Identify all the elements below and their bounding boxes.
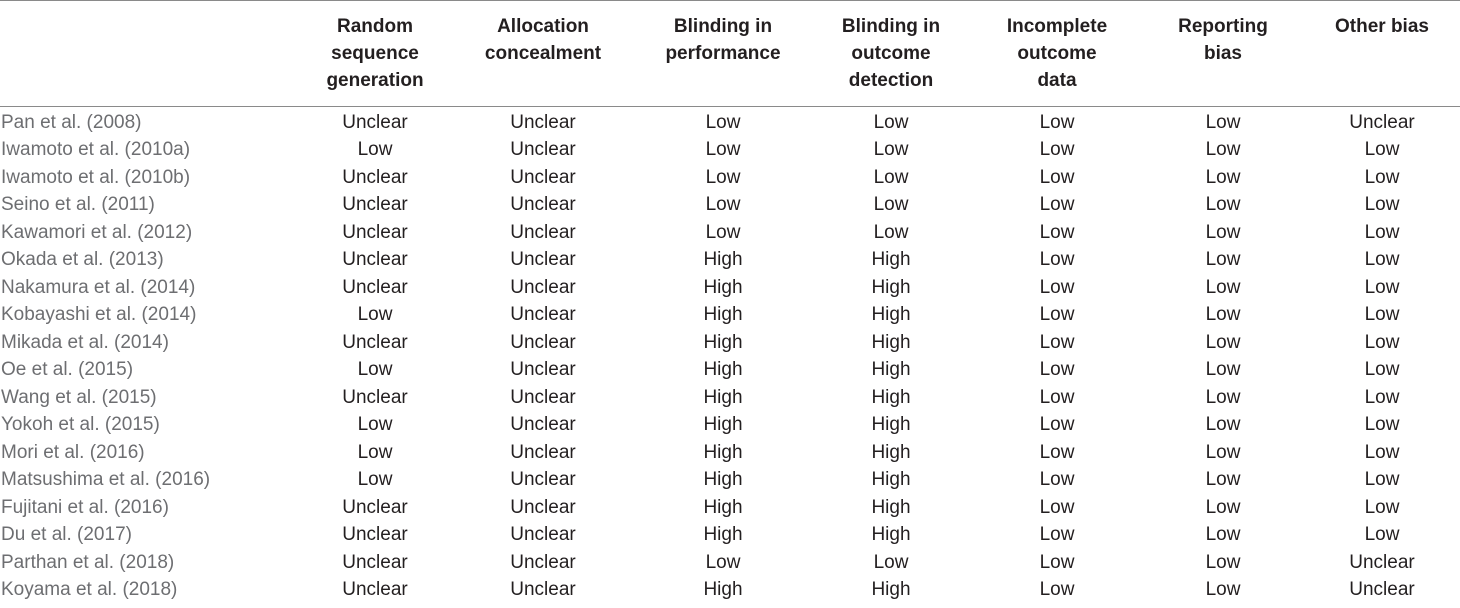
header-label-line: Allocation xyxy=(497,16,589,37)
risk-rating-cell: Low xyxy=(1039,551,1075,573)
table-header xyxy=(0,1,1460,107)
header-label-line: bias xyxy=(1203,43,1243,64)
risk-rating-cell: High xyxy=(703,249,743,271)
risk-rating-cell: Low xyxy=(357,414,393,436)
risk-rating-cell: Low xyxy=(1205,579,1241,601)
risk-rating-cell: High xyxy=(871,276,911,298)
table-row xyxy=(0,384,1460,412)
risk-rating-cell: Low xyxy=(1205,359,1241,381)
study-name-cell: Mikada et al. (2014) xyxy=(1,331,169,353)
header-cell-5 xyxy=(972,1,1142,107)
risk-rating-cell: High xyxy=(703,496,743,518)
study-name-cell: Okada et al. (2013) xyxy=(1,249,164,271)
risk-rating-cell: High xyxy=(871,441,911,463)
table-row xyxy=(0,274,1460,302)
study-name-cell: Iwamoto et al. (2010a) xyxy=(1,139,191,161)
risk-rating-cell: Low xyxy=(1039,139,1075,161)
study-name-cell: Koyama et al. (2018) xyxy=(1,579,178,601)
risk-rating-cell: Unclear xyxy=(1349,112,1415,133)
header-label-line: sequence xyxy=(331,43,419,64)
header-label-line: data xyxy=(1037,70,1077,91)
risk-rating-cell: Low xyxy=(1205,331,1241,353)
risk-rating-cell: High xyxy=(871,359,911,381)
risk-rating-cell: High xyxy=(871,304,911,326)
risk-rating-cell: Low xyxy=(1364,276,1400,298)
risk-rating-cell: Low xyxy=(1039,441,1075,463)
header-label-line: detection xyxy=(848,70,934,91)
risk-rating-cell: Low xyxy=(1364,304,1400,326)
table-row xyxy=(0,411,1460,439)
header-cell-2 xyxy=(450,1,636,107)
risk-rating-cell: Low xyxy=(1205,166,1241,188)
risk-rating-cell: Low xyxy=(1364,139,1400,161)
risk-rating-cell: Unclear xyxy=(510,579,576,601)
risk-rating-cell: Low xyxy=(873,139,909,161)
risk-rating-cell: Unclear xyxy=(510,304,576,326)
risk-rating-cell: Low xyxy=(1039,579,1075,601)
risk-rating-cell: Low xyxy=(705,551,741,573)
table-body xyxy=(0,107,1460,604)
risk-rating-cell: Low xyxy=(1364,249,1400,271)
risk-rating-cell: Low xyxy=(705,221,741,243)
risk-rating-cell: Unclear xyxy=(342,551,408,573)
risk-rating-cell: Low xyxy=(1039,221,1075,243)
risk-rating-cell: Unclear xyxy=(510,496,576,518)
header-label-line: concealment xyxy=(484,43,602,64)
risk-rating-cell: Low xyxy=(1205,221,1241,243)
risk-rating-cell: Unclear xyxy=(510,524,576,546)
risk-rating-cell: High xyxy=(703,304,743,326)
risk-rating-cell: Low xyxy=(1039,194,1075,216)
risk-rating-cell: High xyxy=(703,441,743,463)
risk-rating-cell: Unclear xyxy=(510,276,576,298)
risk-rating-cell: Low xyxy=(1039,524,1075,546)
table-row xyxy=(0,191,1460,219)
risk-rating-cell: Unclear xyxy=(342,249,408,271)
study-name-cell: Oe et al. (2015) xyxy=(1,359,134,381)
risk-rating-cell: Low xyxy=(1364,331,1400,353)
risk-rating-cell: Low xyxy=(705,139,741,161)
risk-rating-cell: Low xyxy=(357,469,393,491)
risk-rating-cell: Low xyxy=(357,304,393,326)
risk-rating-cell: Unclear xyxy=(342,386,408,408)
risk-rating-cell: Low xyxy=(1364,496,1400,518)
risk-rating-cell: Low xyxy=(357,441,393,463)
risk-rating-cell: Unclear xyxy=(1349,551,1415,573)
risk-rating-cell: Low xyxy=(705,112,741,133)
risk-rating-cell: Unclear xyxy=(342,579,408,601)
header-label-line: Incomplete xyxy=(1006,16,1108,37)
risk-rating-cell: Low xyxy=(1039,304,1075,326)
risk-rating-cell: Low xyxy=(1039,469,1075,491)
risk-rating-cell: Low xyxy=(357,139,393,161)
risk-rating-cell: Unclear xyxy=(510,331,576,353)
risk-rating-cell: High xyxy=(703,386,743,408)
risk-rating-cell: High xyxy=(871,524,911,546)
risk-rating-cell: High xyxy=(703,524,743,546)
header-cell-1 xyxy=(300,1,450,107)
risk-rating-cell: High xyxy=(871,249,911,271)
risk-rating-cell: High xyxy=(871,496,911,518)
risk-rating-cell: Unclear xyxy=(510,441,576,463)
risk-rating-cell: Unclear xyxy=(342,194,408,216)
table-row xyxy=(0,466,1460,494)
header-label-line: Blinding in xyxy=(673,16,773,37)
risk-rating-cell: Low xyxy=(873,166,909,188)
risk-rating-cell: Low xyxy=(1205,194,1241,216)
header-label-line: outcome xyxy=(1017,43,1097,64)
risk-rating-cell: High xyxy=(871,579,911,601)
risk-rating-cell: Unclear xyxy=(510,112,576,133)
header-label-line: generation xyxy=(326,70,424,91)
risk-rating-cell: Unclear xyxy=(342,112,408,133)
risk-rating-cell: Low xyxy=(1364,386,1400,408)
risk-rating-cell: Unclear xyxy=(510,414,576,436)
table-row xyxy=(0,246,1460,274)
risk-rating-cell: Low xyxy=(1205,414,1241,436)
risk-rating-cell: Low xyxy=(1364,221,1400,243)
risk-rating-cell: Unclear xyxy=(510,551,576,573)
table-row xyxy=(0,107,1460,137)
study-name-cell: Parthan et al. (2018) xyxy=(1,551,175,573)
risk-rating-cell: Low xyxy=(705,194,741,216)
study-name-cell: Matsushima et al. (2016) xyxy=(1,469,211,491)
study-name-cell: Nakamura et al. (2014) xyxy=(1,276,196,298)
table-row xyxy=(0,521,1460,549)
study-name-cell: Iwamoto et al. (2010b) xyxy=(1,166,191,188)
table-row xyxy=(0,301,1460,329)
risk-rating-cell: Low xyxy=(873,551,909,573)
risk-rating-cell: Unclear xyxy=(342,524,408,546)
risk-rating-cell: Unclear xyxy=(510,166,576,188)
risk-rating-cell: Unclear xyxy=(510,469,576,491)
risk-rating-cell: Low xyxy=(1039,331,1075,353)
risk-rating-cell: Unclear xyxy=(510,139,576,161)
risk-rating-cell: Low xyxy=(1205,551,1241,573)
risk-rating-cell: Unclear xyxy=(342,276,408,298)
risk-rating-cell: Low xyxy=(1205,441,1241,463)
header-cell-6 xyxy=(1142,1,1304,107)
risk-rating-cell: Low xyxy=(1205,386,1241,408)
header-label-line: performance xyxy=(665,43,781,64)
study-name-cell: Seino et al. (2011) xyxy=(1,194,155,216)
risk-rating-cell: Low xyxy=(873,112,909,133)
risk-rating-cell: High xyxy=(703,331,743,353)
risk-rating-cell: Low xyxy=(1039,276,1075,298)
study-name-cell: Mori et al. (2016) xyxy=(1,441,145,463)
risk-rating-cell: Low xyxy=(1364,469,1400,491)
risk-rating-cell: Low xyxy=(1039,359,1075,381)
risk-rating-cell: Low xyxy=(1205,469,1241,491)
risk-rating-cell: Low xyxy=(1039,386,1075,408)
header-label-line: Other bias xyxy=(1335,16,1429,37)
risk-rating-cell: Low xyxy=(1364,441,1400,463)
table-row xyxy=(0,356,1460,384)
risk-rating-cell: Low xyxy=(1205,276,1241,298)
risk-rating-cell: High xyxy=(871,469,911,491)
study-name-cell: Kawamori et al. (2012) xyxy=(1,221,193,243)
risk-rating-cell: Low xyxy=(1205,112,1241,133)
risk-rating-cell: Unclear xyxy=(510,359,576,381)
risk-rating-cell: High xyxy=(871,414,911,436)
table-row xyxy=(0,329,1460,357)
risk-rating-cell: Unclear xyxy=(342,221,408,243)
risk-rating-cell: Low xyxy=(1205,496,1241,518)
risk-rating-cell: Low xyxy=(1039,166,1075,188)
risk-rating-cell: High xyxy=(703,579,743,601)
risk-rating-cell: Low xyxy=(1205,249,1241,271)
risk-rating-cell: Low xyxy=(1364,194,1400,216)
header-label-line: Blinding in xyxy=(841,16,941,37)
table-row xyxy=(0,439,1460,467)
header-cell-study xyxy=(0,1,300,107)
table-row xyxy=(0,219,1460,247)
table-row xyxy=(0,494,1460,522)
risk-rating-cell: Low xyxy=(1039,112,1075,133)
risk-rating-cell: High xyxy=(703,359,743,381)
study-name-cell: Fujitani et al. (2016) xyxy=(1,496,169,518)
risk-rating-cell: Low xyxy=(1205,304,1241,326)
header-cell-3 xyxy=(636,1,810,107)
risk-rating-cell: Low xyxy=(1039,414,1075,436)
risk-rating-cell: Unclear xyxy=(510,194,576,216)
risk-rating-cell: Unclear xyxy=(342,331,408,353)
study-name-cell: Kobayashi et al. (2014) xyxy=(1,304,197,326)
risk-rating-cell: Low xyxy=(873,194,909,216)
table-row xyxy=(0,549,1460,577)
risk-rating-cell: Low xyxy=(873,221,909,243)
header-label-line: Random xyxy=(337,16,413,37)
header-cell-7 xyxy=(1304,1,1460,107)
risk-rating-cell: Unclear xyxy=(1349,579,1415,601)
study-name-cell: Wang et al. (2015) xyxy=(1,386,157,408)
table-row xyxy=(0,164,1460,192)
risk-rating-cell: Unclear xyxy=(342,496,408,518)
risk-rating-cell: Low xyxy=(1364,166,1400,188)
header-cell-4 xyxy=(810,1,972,107)
table-row xyxy=(0,136,1460,164)
risk-rating-cell: Low xyxy=(1364,414,1400,436)
risk-rating-cell: Low xyxy=(1039,249,1075,271)
risk-rating-cell: Low xyxy=(1039,496,1075,518)
study-name-cell: Du et al. (2017) xyxy=(1,524,132,546)
risk-rating-cell: High xyxy=(703,276,743,298)
risk-rating-cell: High xyxy=(703,469,743,491)
table-row xyxy=(0,576,1460,604)
risk-rating-cell: High xyxy=(703,414,743,436)
risk-rating-cell: Unclear xyxy=(510,249,576,271)
header-label-line: outcome xyxy=(851,43,931,64)
risk-rating-cell: Low xyxy=(1364,359,1400,381)
risk-rating-cell: Unclear xyxy=(342,166,408,188)
risk-rating-cell: Unclear xyxy=(510,221,576,243)
risk-rating-cell: Low xyxy=(705,166,741,188)
study-name-cell: Pan et al. (2008) xyxy=(1,112,142,133)
risk-rating-cell: Low xyxy=(1205,139,1241,161)
header-label-line: Reporting xyxy=(1178,16,1268,37)
risk-rating-cell: High xyxy=(871,386,911,408)
risk-rating-cell: High xyxy=(871,331,911,353)
study-name-cell: Yokoh et al. (2015) xyxy=(1,414,160,436)
risk-rating-cell: Low xyxy=(357,359,393,381)
risk-rating-cell: Unclear xyxy=(510,386,576,408)
risk-rating-cell: Low xyxy=(1205,524,1241,546)
header-row xyxy=(0,1,1460,107)
risk-rating-cell: Low xyxy=(1364,524,1400,546)
